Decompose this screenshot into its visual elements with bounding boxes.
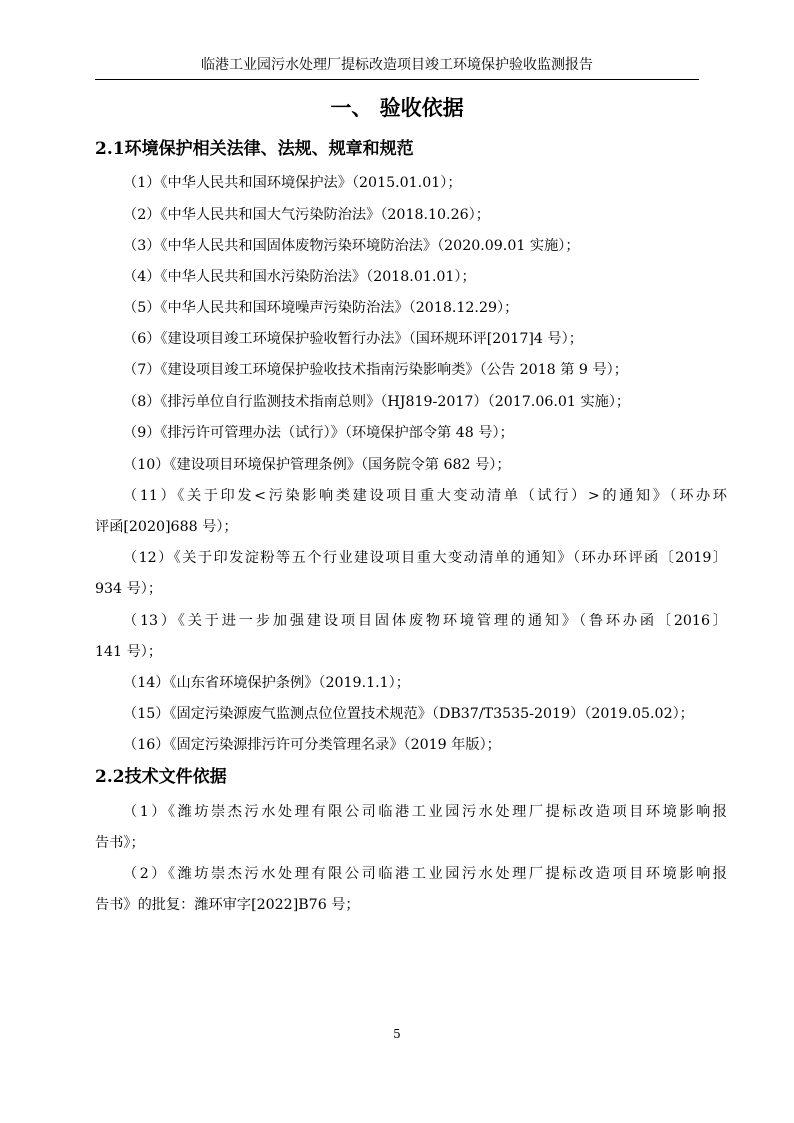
list-item-line: （12）《关于印发淀粉等五个行业建设项目重大变动清单的通知》（环办环评函〔2019〕 (123, 550, 727, 566)
page-number: 5 (393, 1027, 401, 1041)
header-rule (95, 79, 699, 80)
list-item-line: （13）《关于进一步加强建设项目固体废物环境管理的通知》（鲁环办函〔2016〕 (123, 613, 727, 629)
list-item-line: 934 号）； (95, 581, 163, 597)
list-item-line: （1）《潍坊崇杰污水处理有限公司临港工业园污水处理厂提标改造项目环境影响报 (123, 804, 727, 820)
list-item-line: （11）《关于印发<污染影响类建设项目重大变动清单（试行）>的通知》（环办环 (123, 488, 727, 504)
list-item-line: 141 号）； (95, 644, 163, 660)
list-item: （16）《固定污染源排污许可分类管理名录》（2019 年版）； (123, 737, 501, 753)
list-item: （14）《山东省环境保护条例》（2019.1.1）； (123, 675, 410, 691)
section-title-tech: 2.2技术文件依据 (95, 767, 227, 787)
running-header: 临港工业园污水处理厂提标改造项目竣工环境保护验收监测报告 (201, 57, 593, 73)
list-item: （15）《固定污染源废气监测点位位置技术规范》（DB37/T3535-2019）（2019.05.02）； (123, 706, 694, 722)
section-title-laws: 2.1环境保护相关法律、法规、规章和规范 (95, 139, 414, 159)
list-item: （4）《中华人民共和国水污染防治法》（2018.01.01）； (123, 269, 476, 285)
list-item: （8）《排污单位自行监测技术指南总则》（HJ819-2017）（2017.06.01 实施）； (123, 394, 631, 410)
list-item-line: 告书》的批复：潍环审字[2022]B76 号； (95, 897, 360, 913)
list-item: （7）《建设项目竣工环境保护验收技术指南污染影响类》（公告 2018 第 9 号）； (123, 362, 628, 378)
list-item: （1）《中华人民共和国环境保护法》（2015.01.01）； (123, 175, 462, 191)
list-item-line: 评函[2020]688 号）； (95, 519, 238, 535)
list-item: （10）《建设项目环境保护管理条例》（国务院令第 682 号）； (123, 457, 511, 473)
list-item: （9）《排污许可管理办法（试行）》（环境保护部令第 48 号）； (123, 425, 514, 441)
list-item-line: （2）《潍坊崇杰污水处理有限公司临港工业园污水处理厂提标改造项目环境影响报 (123, 866, 727, 882)
chapter-title: 一、 验收依据 (330, 95, 464, 120)
list-item: （2）《中华人民共和国大气污染防治法》（2018.10.26）； (123, 207, 490, 223)
list-item: （5）《中华人民共和国环境噪声污染防治法》（2018.12.29）； (123, 300, 519, 316)
list-item: （3）《中华人民共和国固体废物污染环境防治法》（2020.09.01 实施）； (123, 238, 580, 254)
list-item-line: 告书》； (95, 835, 145, 851)
list-item: （6）《建设项目竣工环境保护验收暂行办法》（国环规环评[2017]4 号）； (123, 331, 583, 347)
